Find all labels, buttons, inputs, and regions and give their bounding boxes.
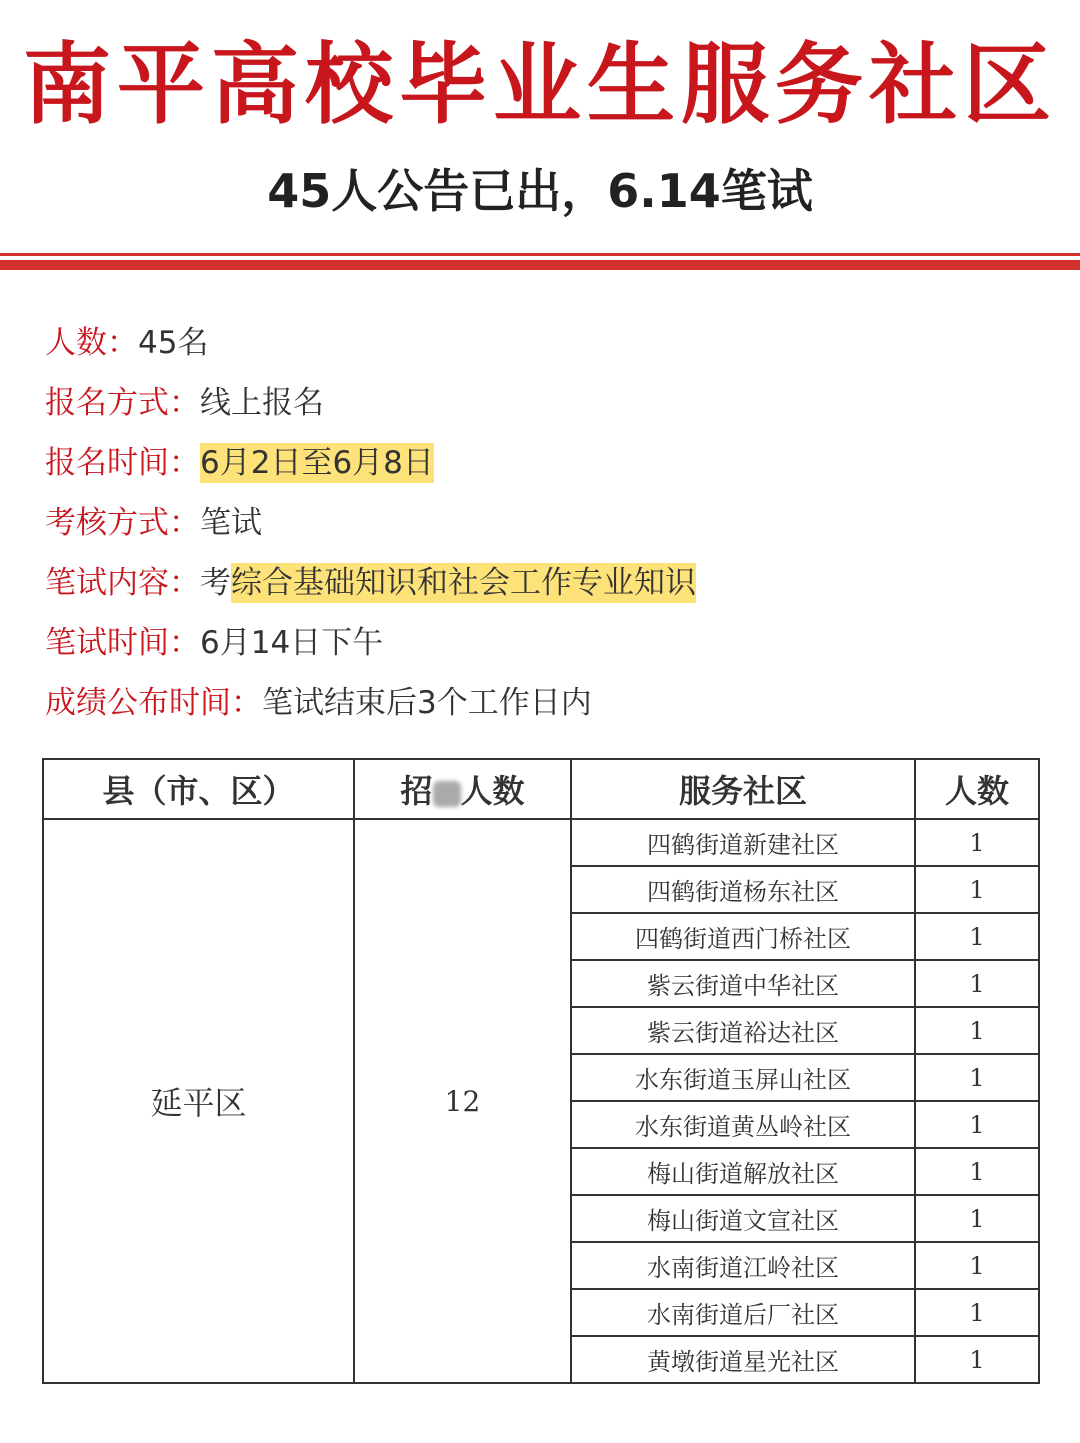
info-label: 报名方式： <box>45 385 200 421</box>
header-recruit-count <box>354 759 571 819</box>
info-label: 笔试内容： <box>45 565 200 601</box>
info-row-signup-method <box>45 378 1045 438</box>
info-value: 考 <box>200 565 231 601</box>
community-table-wrap <box>42 758 1040 1384</box>
county-cell: 延平区 <box>43 819 354 1383</box>
table-body <box>43 819 1039 1383</box>
info-value: 笔试结束后3个工作日内 <box>262 685 592 721</box>
count-cell: 1 <box>915 819 1039 866</box>
info-row-assess-method <box>45 498 1045 558</box>
divider-thin <box>0 253 1080 256</box>
info-label: 人数： <box>45 325 138 361</box>
info-row-count <box>45 318 1045 378</box>
info-value: 线上报名 <box>200 385 324 421</box>
info-value: 45名 <box>138 325 209 361</box>
info-label: 报名时间： <box>45 445 200 481</box>
community-cell: 四鹤街道新建社区 <box>571 819 915 866</box>
community-cell: 四鹤街道西门桥社区 <box>571 913 915 960</box>
info-label: 考核方式： <box>45 505 200 541</box>
info-row-signup-time <box>45 438 1045 498</box>
divider-thick <box>0 260 1080 270</box>
recruit-count-cell: 12 <box>354 819 571 1383</box>
info-list <box>45 318 1045 738</box>
count-cell: 1 <box>915 1242 1039 1289</box>
community-cell: 梅山街道解放社区 <box>571 1148 915 1195</box>
info-row-result-time <box>45 678 1045 738</box>
info-value: 6月14日下午 <box>200 625 384 661</box>
count-cell: 1 <box>915 1289 1039 1336</box>
table-header-row <box>43 759 1039 819</box>
count-cell: 1 <box>915 1148 1039 1195</box>
community-cell: 四鹤街道杨东社区 <box>571 866 915 913</box>
community-cell: 水东街道玉屏山社区 <box>571 1054 915 1101</box>
community-cell: 水东街道黄丛岭社区 <box>571 1101 915 1148</box>
community-cell: 黄墩街道星光社区 <box>571 1336 915 1383</box>
info-value: 笔试 <box>200 505 262 541</box>
page-subtitle: 45人公告已出，6.14笔试 <box>267 164 813 218</box>
community-cell: 紫云街道中华社区 <box>571 960 915 1007</box>
header-community: 服务社区 <box>571 759 915 819</box>
info-label: 笔试时间： <box>45 625 200 661</box>
count-cell: 1 <box>915 913 1039 960</box>
header-count: 人数 <box>915 759 1039 819</box>
community-cell: 水南街道后厂社区 <box>571 1289 915 1336</box>
header-recruit-suffix: 人数 <box>460 772 525 810</box>
info-label: 成绩公布时间： <box>45 685 262 721</box>
count-cell: 1 <box>915 960 1039 1007</box>
header-recruit-prefix: 招 <box>400 772 433 810</box>
info-value-highlight: 综合基础知识和社会工作专业知识 <box>231 565 696 601</box>
count-cell: 1 <box>915 1101 1039 1148</box>
info-row-exam-time <box>45 618 1045 678</box>
page-title: 南平高校毕业生服务社区 <box>22 33 1057 136</box>
count-cell: 1 <box>915 1195 1039 1242</box>
community-cell: 紫云街道裕达社区 <box>571 1007 915 1054</box>
table-row <box>43 819 1039 866</box>
count-cell: 1 <box>915 1336 1039 1383</box>
community-table <box>42 758 1040 1384</box>
community-cell: 水南街道江岭社区 <box>571 1242 915 1289</box>
count-cell: 1 <box>915 866 1039 913</box>
blurred-glyph <box>433 781 461 807</box>
info-value-highlight: 6月2日至6月8日 <box>200 445 434 481</box>
header-county: 县（市、区） <box>43 759 354 819</box>
count-cell: 1 <box>915 1054 1039 1101</box>
community-cell: 梅山街道文宣社区 <box>571 1195 915 1242</box>
info-row-exam-content <box>45 558 1045 618</box>
count-cell: 1 <box>915 1007 1039 1054</box>
